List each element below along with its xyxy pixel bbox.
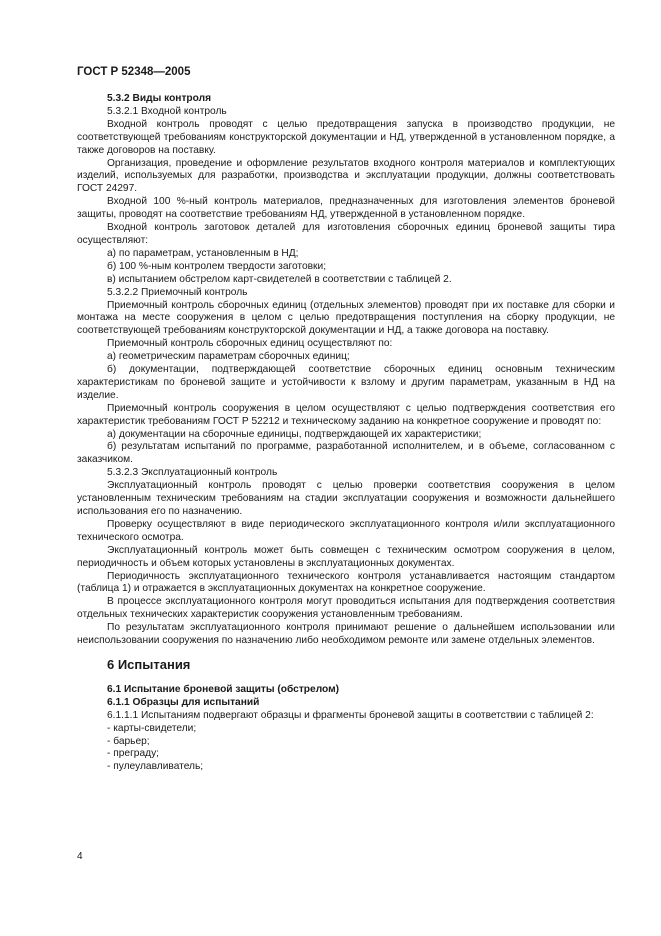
paragraph: б) документации, подтверждающей соответствие сборочных единиц основным техническим характеристикам по броневой защите и устойчивости к взлому и другим параметрам, указанным в НД на изделие. xyxy=(77,364,615,401)
paragraph: а) документации на сборочные единицы, подтверждающей их характеристики; xyxy=(107,428,482,440)
paragraph: - барьер; xyxy=(107,735,150,747)
paragraph: - преграду; xyxy=(107,748,159,760)
paragraph: - карты-свидетели; xyxy=(107,722,197,734)
paragraph: б) 100 %-ным контролем твердости заготовки; xyxy=(107,260,327,272)
paragraph: По результатам эксплуатационного контроля принимают решение о дальнейшем использовании или неиспользовании сооружения по назначению либо необходимом ремонте или замене отдельных элементов. xyxy=(77,622,615,647)
paragraph: Входной контроль заготовок деталей для изготовления сборочных единиц броневой защиты тира осуществляют: xyxy=(77,222,615,246)
paragraph: Периодичность эксплуатационного технического контроля устанавливается настоящим стандартом (таблица 1) и отражается в эксплуатационных документах на конкретное сооружение. xyxy=(77,570,615,595)
paragraph: 6.1.1.1 Испытаниям подвергают образцы и фрагменты броневой защиты в соответствии с таблицей 2: xyxy=(107,709,594,721)
paragraph: Входной контроль проводят с целью предотвращения запуска в производство продукции, не соответствующей требованиям конструкторской документации и НД, утвержденной в установленном порядке, а также договоров на поставку. xyxy=(77,118,615,156)
paragraph: Приемочный контроль сборочных единиц осуществляют по: xyxy=(107,338,393,350)
paragraph: в) испытанием обстрелом карт-свидетелей в соответствии с таблицей 2. xyxy=(107,273,452,285)
paragraph: 5.3.2.3 Эксплуатационный контроль xyxy=(107,467,278,479)
document-body xyxy=(77,93,615,774)
paragraph: 5.3.2 Виды контроля xyxy=(107,93,212,104)
paragraph: Эксплуатационный контроль проводят с целью проверки соответствия сооружения в целом установленным техническим требованиям на стадии эксплуатации сооружения и возможности дальнейшего использования его по назначению. xyxy=(77,480,615,517)
paragraph: 6.1 Испытание броневой защиты (обстрелом) xyxy=(107,683,340,695)
paragraph: Приемочный контроль сооружения в целом осуществляют с целью подтверждения соответствия его характеристик требованиям ГОСТ Р 52212 и техническому заданию на конкретное сооружение и проводят по: xyxy=(77,402,615,427)
paragraph: а) по параметрам, установленным в НД; xyxy=(107,247,299,259)
paragraph: Организация, проведение и оформление результатов входного контроля материалов и комплектующих изделий, используемых для разработки, производства и эксплуатации продукции, должны соответствовать ГОСТ 24297. xyxy=(77,157,615,195)
paragraph: 5.3.2.1 Входной контроль xyxy=(107,105,227,117)
paragraph: 5.3.2.2 Приемочный контроль xyxy=(107,286,248,298)
paragraph: б) результатам испытаний по программе, разработанной исполнителем, и в объеме, согласованном с заказчиком. xyxy=(77,441,615,466)
paragraph: Эксплуатационный контроль может быть совмещен с техническим осмотром сооружения в целом, периодичность и объем которых установлены в эксплуатационных документах. xyxy=(77,544,615,569)
paragraph: 6.1.1 Образцы для испытаний xyxy=(107,696,260,708)
section-heading: 6 Испытания xyxy=(107,656,191,672)
page-header-title: ГОСТ Р 52348—2005 xyxy=(77,66,191,78)
paragraph: - пулеулавливатель; xyxy=(107,761,204,773)
paragraph: В процессе эксплуатационного контроля могут проводиться испытания для подтверждения соответствия отдельных технических характеристик сооружения установленным требованиям. xyxy=(77,596,615,621)
page-number: 4 xyxy=(77,851,83,862)
paragraph: Приемочный контроль сборочных единиц (отдельных элементов) проводят при их поставке для сборки и монтажа на месте сооружения в целом с целью предотвращения поступления на сборку продукции, не соответствующей требованиям конструкторской документации и НД, а также договора на поставку. xyxy=(77,299,615,337)
paragraph: а) геометрическим параметрам сборочных единиц; xyxy=(107,351,350,363)
paragraph: Входной 100 %-ный контроль материалов, предназначенных для изготовления элементов броневой защиты, проводят на соответствие требованиям НД, утвержденной в установленном порядке. xyxy=(77,196,615,221)
paragraph: Проверку осуществляют в виде периодического эксплуатационного контроля и/или эксплуатационного технического осмотра. xyxy=(77,518,615,543)
